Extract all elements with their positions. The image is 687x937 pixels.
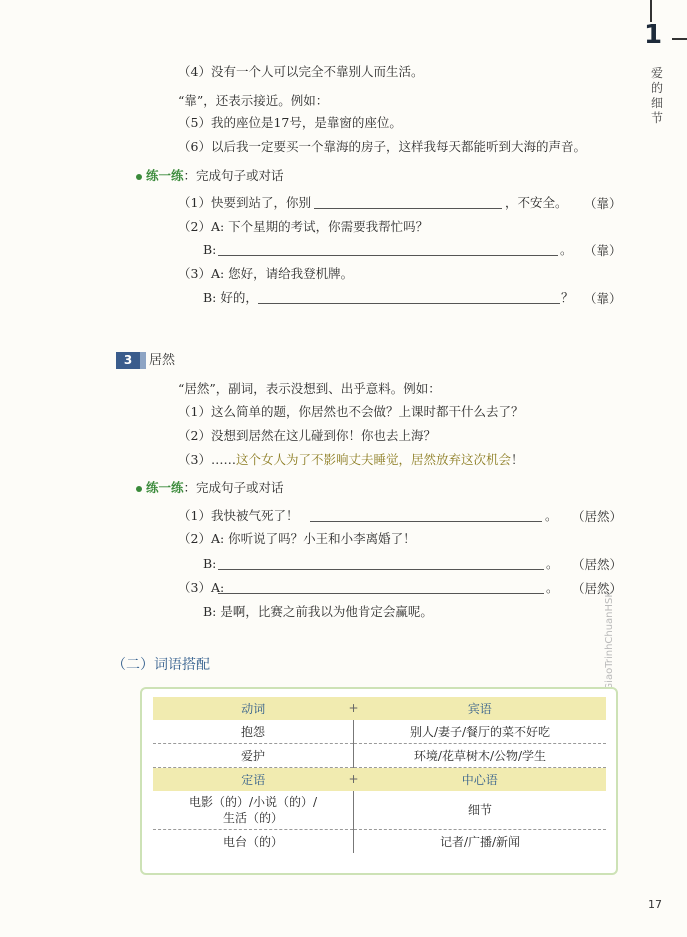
p1-q2-blank[interactable] [218,255,558,256]
plus-sign: + [348,772,359,786]
usage-note: “靠”，还表示接近。例如： [178,93,329,108]
table-header-cell [153,768,359,792]
p1-q3-blank[interactable] [258,303,560,304]
plus-sign: + [348,701,359,715]
bullet-dot-icon [136,486,142,492]
chapter-title: 爱的细节 [650,66,663,125]
header-head-noun: 中心语 [354,768,607,792]
header-verb: 动词 [241,702,266,716]
p1-q2-end: 。 [560,242,573,257]
p2-q2-blank[interactable] [218,569,544,570]
p2-q2-a: （2）A: 你听说了吗？小王和小李离婚了！ [178,531,416,546]
p2-q1-hint: （居然） [572,509,623,524]
table-cell: 爱护 [153,744,354,768]
p1-q1-suffix: ，不安全。 [505,195,568,210]
table-row [153,830,606,854]
section3-ex2: （2）没想到居然在这儿碰到你！你也去上海？ [178,428,436,443]
p2-q3-a: （3）A: [178,580,225,595]
table-header-cell [153,697,359,720]
p1-q1-hint: （靠） [584,196,622,211]
page-number: 17 [648,898,662,911]
section3-ex1: （1）这么简单的题，你居然也不会做？上课时都干什么去了？ [178,404,524,419]
table-header-row [153,697,606,720]
table-cell: 记者/广播/新闻 [439,835,521,849]
bullet-dot-icon [136,174,142,180]
header-attributive: 定语 [241,773,266,787]
cell-line: 电影（的）/小说（的）/ [188,795,318,809]
section3-ex3-highlight: 这个女人为了不影响丈夫睡觉，居然放弃这次机会 [235,452,511,467]
cell-line: 生活（的） [222,811,283,825]
p1-q3-a: （3）A: 您好，请给我登机牌。 [178,266,354,281]
header-object: 宾语 [354,697,607,720]
p1-q2-hint: （靠） [584,243,622,258]
p1-q2-a: （2）A: 下个星期的考试，你需要我帮忙吗？ [178,219,429,234]
example-4: （4）没有一个人可以完全不靠别人而生活。 [178,64,424,79]
table-cell [153,791,354,830]
subsection-title: （二）词语搭配 [112,657,210,673]
p2-q1-prefix: （1）我快被气死了！ [178,508,299,523]
section-badge-tail [140,352,146,369]
practice-instruction: ：完成句子或对话 [183,168,284,183]
chapter-rule [650,0,652,22]
example-6: （6）以后我一定要买一个靠海的房子，这样我每天都能听到大海的声音。 [178,139,586,154]
table-row [153,744,606,768]
table-cell: 环境/花草树木/公物/学生 [354,744,607,768]
table-cell: 抱怨 [153,720,354,744]
section3-ex3-prefix: （3）…… [178,452,236,467]
practice-heading-1 [136,167,284,185]
p2-q1-blank[interactable] [310,521,542,522]
p2-q3-b: B: 是啊，比赛之前我以为他肯定会赢呢。 [203,604,433,619]
table-cell: 别人/妻子/餐厅的菜不好吃 [354,720,607,744]
table-cell: 电台（的） [153,830,354,854]
collocation-table [153,697,606,853]
p2-q1-end: 。 [545,508,558,523]
p1-q2-b: B: [203,242,217,257]
p2-q3-end: 。 [546,580,559,595]
p2-q2-hint: （居然） [572,557,623,572]
p1-q3-end: ？ [561,290,574,305]
table-row [153,720,606,744]
p2-q3-hint: （居然） [572,581,623,596]
section3-intro: “居然”，副词，表示没想到、出乎意料。例如： [178,381,441,396]
practice-heading-2 [136,479,284,497]
table-row [153,791,606,830]
p2-q2-end: 。 [546,556,559,571]
section3-ex3-end: ！ [510,452,524,467]
p1-q1-prefix: （1）快要到站了，你别 [178,195,311,210]
p1-q1-blank[interactable] [314,208,502,209]
table-header-row [153,768,606,792]
p2-q3-blank[interactable] [218,593,544,594]
practice-label: 练一练 [146,168,184,183]
practice-instruction: ：完成句子或对话 [183,480,284,495]
section-title: 居然 [149,353,176,368]
chapter-dash [672,38,687,40]
section3-ex3 [178,451,523,469]
example-5: （5）我的座位是17号，是靠窗的座位。 [178,115,402,130]
table-cell: 细节 [354,791,607,830]
p2-q2-b: B: [203,556,217,571]
p1-q3-hint: （靠） [584,291,622,306]
practice-label: 练一练 [146,480,184,495]
chapter-number: 1 [644,20,663,50]
p1-q3-b: B: 好的， [203,290,258,305]
section-number-badge: 3 [116,352,140,369]
